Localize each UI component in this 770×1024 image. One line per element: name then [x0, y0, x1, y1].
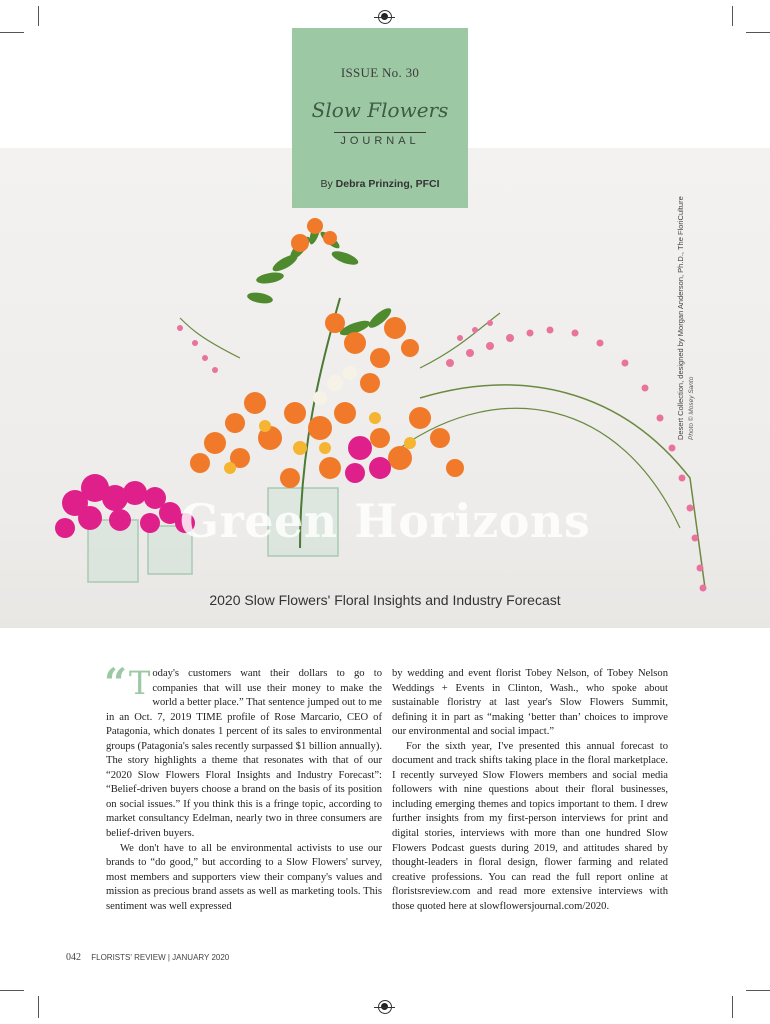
- article-subtitle: 2020 Slow Flowers' Floral Insights and Industry Forecast: [209, 592, 561, 608]
- floral-illustration: [0, 148, 770, 628]
- paragraph: For the sixth year, I've presented this annual forecast to document and track shifts taking place in the floral marketplace. I recently surveyed Slow Flowers members and social media followers with nine questions about their floral businesses, including emerging themes and topics important to them. I drew further insights from my first-person interviews for print and digital stories, interviews with more than one hundred Slow Flowers Podcast guests during 2019, and attitudes shared by thought-leaders in floral design, flower farming and related creative professions. You can read the full report online at floristsreview.com and read more extensive interviews with those quoted here at slowflowersjournal.com/2020.: [392, 740, 668, 912]
- crop-mark: [746, 990, 770, 991]
- crop-mark: [38, 996, 39, 1018]
- photo-caption: Desert Collection, designed by Morgan Anderson, Ph.D., The FloriCulture: [676, 196, 685, 440]
- logo-divider: [334, 132, 426, 133]
- paragraph-text: oday's customers want their dollars to go to companies that will use their money to make the world a better place.” That sentence jumped out to me in an Oct. 7, 2019 TIME profile of Rose Marcario, CEO of Patagonia, which donates 1 percent of its sales to environmental groups (Patagonia's sales recently surpassed $1 billion annually). The story highlights a theme that resonates with that of our “2020 Slow Flowers Floral Insights and Industry Forecast”: “Belief-driven buyers choose a brand on the basis of its position on social issues.” If you think this is a fringe topic, according to market consultancy Edelman, nearly two in three consumers are belief-driven buyers.: [106, 668, 382, 840]
- crop-mark: [38, 6, 39, 26]
- crop-mark: [746, 32, 770, 33]
- drop-cap: T: [129, 664, 151, 702]
- byline: [292, 178, 468, 190]
- registration-mark-icon: [378, 1000, 392, 1014]
- paragraph: We don't have to all be environmental activists to use our brands to “do good,” but according to a Slow Flowers' survey, most members and supporters view their company's values and mission as precious brand assets as well as marketing tools. This sentiment was well expressed: [106, 842, 382, 912]
- article-title: Green Horizons: [179, 494, 591, 548]
- crop-mark: [732, 996, 733, 1018]
- byline-prefix: By: [320, 178, 333, 190]
- crop-mark: [0, 32, 24, 33]
- page-number: 042: [66, 952, 81, 963]
- crop-mark: [0, 990, 24, 991]
- issue-header-box: [292, 28, 468, 208]
- paragraph: by wedding and event florist Tobey Nelson, of Tobey Nelson Weddings + Events in Clinton, Wash., who spoke about sustainable floristry at last year's Slow Flowers Summit, defining it in part as “making ‘better than’ choices to improve our environmental and social impact.”: [392, 668, 668, 738]
- photo-credit: Photo © Mosey Santo: [688, 376, 695, 440]
- article-column-left: [104, 660, 382, 914]
- article-column-right: [392, 667, 668, 914]
- registration-mark-icon: [378, 10, 392, 24]
- crop-mark: [732, 6, 733, 26]
- page-footer: [66, 952, 229, 963]
- journal-logo-word: JOURNAL: [340, 135, 420, 147]
- byline-author: Debra Prinzing, PFCI: [335, 178, 440, 190]
- issue-number: ISSUE No. 30: [340, 65, 420, 80]
- floral-arrangement-photo: [0, 148, 770, 628]
- publication-name: FLORISTS' REVIEW | JANUARY 2020: [91, 953, 230, 962]
- drop-quote-mark: “: [104, 660, 128, 707]
- paragraph: [104, 660, 382, 842]
- journal-logo-script: Slow Flowers: [311, 98, 449, 122]
